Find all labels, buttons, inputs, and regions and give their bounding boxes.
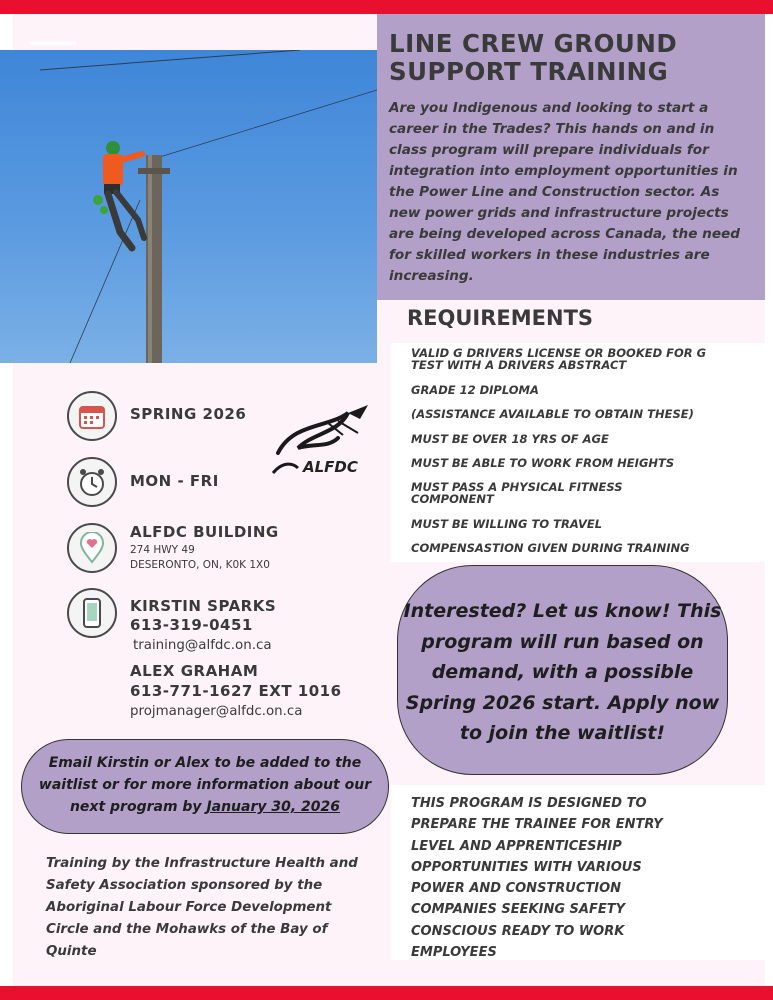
requirement-item: MUST BE ABLE TO WORK FROM HEIGHTS — [411, 456, 675, 470]
season-label: SPRING 2026 — [130, 405, 247, 423]
phone-icon — [67, 588, 117, 638]
email-line-3-prefix: next program by — [69, 799, 207, 815]
logo-wordmark: ALFDC — [303, 458, 358, 476]
requirement-item: MUST PASS A PHYSICAL FITNESS COMPONENT — [411, 480, 623, 506]
deadline-date: January 30, 2026 — [206, 799, 341, 815]
top-accent-bar — [0, 0, 773, 14]
decorative-dash — [30, 42, 76, 45]
calendar-icon — [67, 391, 117, 441]
requirement-item: MUST BE WILLING TO TRAVEL — [411, 517, 603, 531]
page-title: LINE CREW GROUND SUPPORT TRAINING — [389, 29, 678, 86]
contact-name: KIRSTIN SPARKS — [130, 597, 277, 615]
requirements-heading: REQUIREMENTS — [407, 306, 594, 330]
contact-phone[interactable]: 613-771-1627 EXT 1016 — [130, 682, 342, 700]
requirement-item: GRADE 12 DIPLOMA — [411, 383, 539, 397]
location-name: ALFDC BUILDING — [130, 523, 279, 541]
requirement-item: MUST BE OVER 18 YRS OF AGE — [411, 432, 609, 446]
interest-text: Interested? Let us know! This program will run based on demand, with a possible Spring 2026 start. Apply now to join the waitlist! — [403, 600, 722, 744]
email-line-1: Email Kirstin or Alex to be added to the — [48, 755, 362, 771]
contact-phone[interactable]: 613-319-0451 — [130, 616, 253, 634]
requirement-item: VALID G DRIVERS LICENSE OR BOOKED FOR G TEST WITH A DRIVERS ABSTRACT — [411, 346, 707, 372]
bottom-accent-bar — [0, 986, 773, 1000]
contact-email[interactable]: training@alfdc.on.ca — [133, 638, 272, 653]
requirement-item: COMPENSASTION GIVEN DURING TRAINING — [411, 541, 690, 555]
days-label: MON - FRI — [130, 472, 219, 490]
sponsor-text: Training by the Infrastructure Health and Safety Association sponsored by the Aboriginal Labour Force Development Circle and the Mohawks of the Bay of Quinte — [46, 856, 358, 959]
address-line-1: 274 HWY 49 — [130, 544, 195, 556]
alarm-clock-icon — [67, 457, 117, 507]
lineman-photo — [0, 50, 377, 363]
program-note-text: THIS PROGRAM IS DESIGNED TO PREPARE THE TRAINEE FOR ENTRY LEVEL AND APPRENTICESHIP OPPORTUNITIES WITH VARIOUS POWER AND CONSTRUCTION COMPANIES SEEKING SAFETY CONSCIOUS READY TO WORK EMPLOYEES — [411, 796, 663, 961]
intro-paragraph: Are you Indigenous and looking to start a career in the Trades? This hands on and in class program will prepare individuals for integration into employment opportunities in the Power Line and Construction sector. As new power grids and infrastructure projects are being developed across Canada, the need for skilled workers in these industries are increasing. — [389, 100, 740, 284]
email-line-3 — [21, 796, 389, 818]
contact-name: ALEX GRAHAM — [130, 662, 259, 680]
location-pin-icon — [67, 523, 117, 573]
lineman-illustration — [0, 50, 377, 363]
email-callout-text — [21, 752, 389, 818]
address-line-2: DESERONTO, ON, K0K 1X0 — [130, 559, 270, 571]
contact-email[interactable]: projmanager@alfdc.on.ca — [130, 704, 303, 719]
email-line-2: waitlist or for more information about our — [38, 777, 372, 793]
requirement-item: (ASSISTANCE AVAILABLE TO OBTAIN THESE) — [411, 407, 694, 421]
